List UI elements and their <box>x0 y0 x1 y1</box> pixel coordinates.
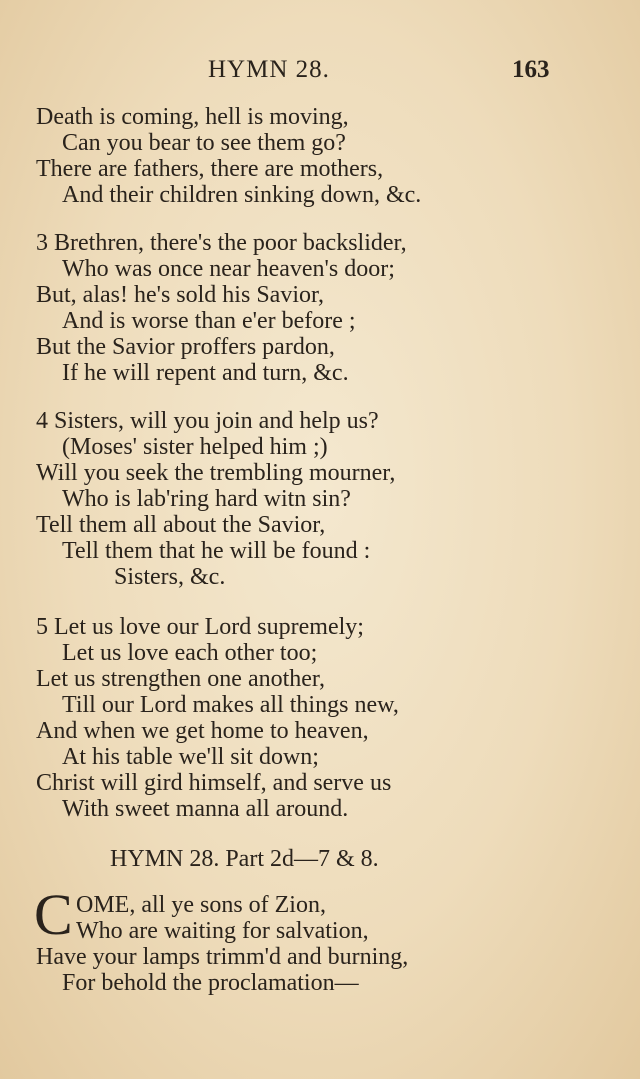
verse-line: 4 Sisters, will you join and help us? <box>36 408 379 434</box>
verse-line: With sweet manna all around. <box>62 796 349 822</box>
verse-line: OME, all ye sons of Zion, <box>76 892 326 918</box>
verse-line: Let us strengthen one another, <box>36 666 325 692</box>
drop-cap: C <box>34 882 73 947</box>
verse-line: At his table we'll sit down; <box>62 744 319 770</box>
verse-line: Death is coming, hell is moving, <box>36 104 349 130</box>
verse-line: Till our Lord makes all things new, <box>62 692 399 718</box>
verse-line: Who is lab'ring hard witn sin? <box>62 486 351 512</box>
verse-line: 3 Brethren, there's the poor backslider, <box>36 230 407 256</box>
verse-line: Have your lamps trimm'd and burning, <box>36 944 409 970</box>
verse-line: And when we get home to heaven, <box>36 718 369 744</box>
verse-line: Who was once near heaven's door; <box>62 256 395 282</box>
verse-line: For behold the proclamation— <box>62 970 359 996</box>
verse-line: (Moses' sister helped him ;) <box>62 434 328 460</box>
page-header <box>0 56 640 92</box>
verse-line: And their children sinking down, &c. <box>62 182 422 208</box>
verse-line: Tell them that he will be found : <box>62 538 371 564</box>
verse-line: Will you seek the trembling mourner, <box>36 460 396 486</box>
verse-line: Christ will gird himself, and serve us <box>36 770 392 796</box>
verse-line: Let us love each other too; <box>62 640 318 666</box>
verse-line: Sisters, &c. <box>114 564 226 590</box>
verse-line: If he will repent and turn, &c. <box>62 360 349 386</box>
verse-line: Tell them all about the Savior, <box>36 512 326 538</box>
verse-line: Who are waiting for salvation, <box>76 918 369 944</box>
verse-line: 5 Let us love our Lord supremely; <box>36 614 364 640</box>
verse-line: But, alas! he's sold his Savior, <box>36 282 325 308</box>
verse-line: And is worse than e'er before ; <box>62 308 356 334</box>
running-title: HYMN 28. <box>208 56 330 83</box>
page-number: 163 <box>512 56 550 83</box>
verse-line: There are fathers, there are mothers, <box>36 156 384 182</box>
verse-line: But the Savior proffers pardon, <box>36 334 335 360</box>
section-heading: HYMN 28. Part 2d—7 & 8. <box>110 846 379 872</box>
verse-line: Can you bear to see them go? <box>62 130 346 156</box>
